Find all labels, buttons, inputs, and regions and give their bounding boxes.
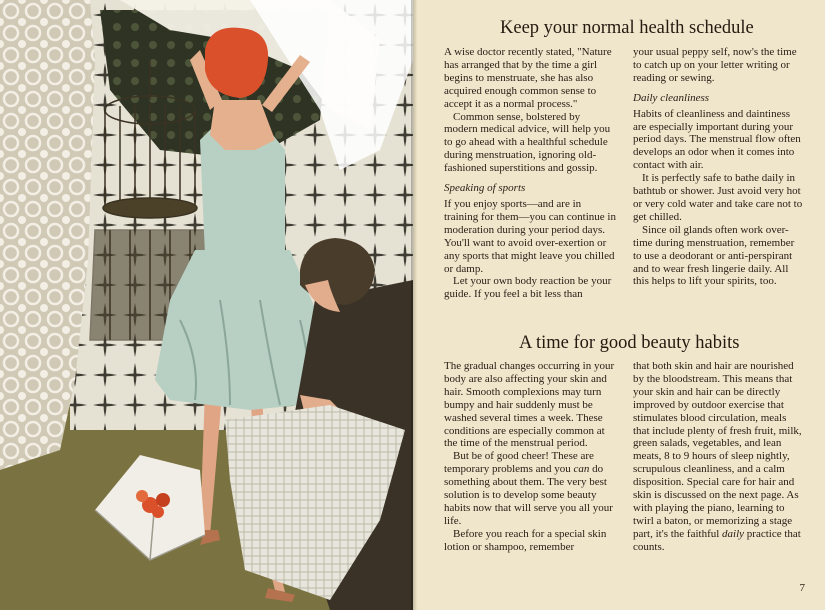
- text-run: that both skin and hair are nourished by the bloodstream. This means that your skin and hair can be directly improved by outdoor exercise that stimulates blood circulation, meals that include plenty of fresh fruit, milk, green salads, vegetables, and lean meats, 8 to 9 hours of sleep nightly, scrupulous cleanliness, and a calm disposition. Special care for hair and skin is discussed on the next page. As with playing the piano, learning to twirl a baton, or memorizing a stage part, it's the faithful: [633, 360, 802, 540]
- subheading-speaking-of-sports: Speaking of sports: [444, 182, 526, 195]
- paragraph: Let your own body reaction be your guide. If you feel a bit less than: [444, 275, 612, 301]
- paragraph: your usual peppy self, now's the time to catch up on your letter writing or reading or sewing.: [633, 46, 797, 84]
- paragraph: Habits of cleanliness and daintiness are especially important during your period days. The menstrual flow often develops an odor when it comes into contact with air.: [633, 107, 801, 172]
- paragraph: Since oil glands often work over-time during menstruation, remember to use a deodorant or anti-perspirant and to wear fresh lingerie daily. All this helps to lift your spirits, too.: [633, 223, 795, 288]
- paragraph: The gradual changes occurring in your body are also affecting your skin and hair. Smooth complexions may turn bumpy and hair suddenly must be washed several times a week. These conditions are especially common at the time of the menstrual period.: [444, 360, 615, 450]
- column-1: [444, 46, 616, 301]
- column-4: [633, 360, 805, 554]
- column-2: [633, 46, 805, 288]
- paragraph: If you enjoy sports—and are in training for them—you can continue in moderation during your period days. You'll want to avoid over-exertion or any sports that might leave you chilled or damp.: [444, 197, 616, 275]
- column-3: [444, 360, 616, 554]
- text-page: [417, 0, 825, 610]
- subheading-daily-cleanliness: Daily cleanliness: [633, 91, 710, 104]
- paragraph: Common sense, bolstered by modern medical advice, will help you to go ahead with a healthful schedule during menstruation, ignoring old-fashioned superstitions and gossip.: [444, 110, 611, 175]
- text-run: But be of good cheer! These are temporary problems and you: [444, 450, 594, 476]
- paragraph: A wise doctor recently stated, "Nature has arranged that by the time a girl begins to menstruate, she has also acquired enough common sense to accept it as a normal process.": [444, 46, 612, 110]
- paragraph: It is perfectly safe to bathe daily in bathtub or shower. Just avoid very hot or very cold water and take care not to get chilled.: [633, 172, 803, 223]
- page-number: 7: [799, 582, 805, 594]
- text-run: practice that counts.: [633, 527, 801, 553]
- text-run: do something about them. The very best solution is to develop some beauty habits now that will serve you all your life.: [444, 463, 613, 527]
- paragraph: Before you reach for a special skin lotion or shampoo, remember: [444, 527, 607, 553]
- emphasis-daily: daily: [722, 527, 745, 540]
- heading-health-schedule: Keep your normal health schedule: [500, 18, 754, 38]
- emphasis-can: can: [573, 463, 590, 476]
- paragraph: [633, 360, 805, 554]
- paragraph: [444, 450, 616, 527]
- heading-beauty-habits: A time for good beauty habits: [519, 333, 740, 353]
